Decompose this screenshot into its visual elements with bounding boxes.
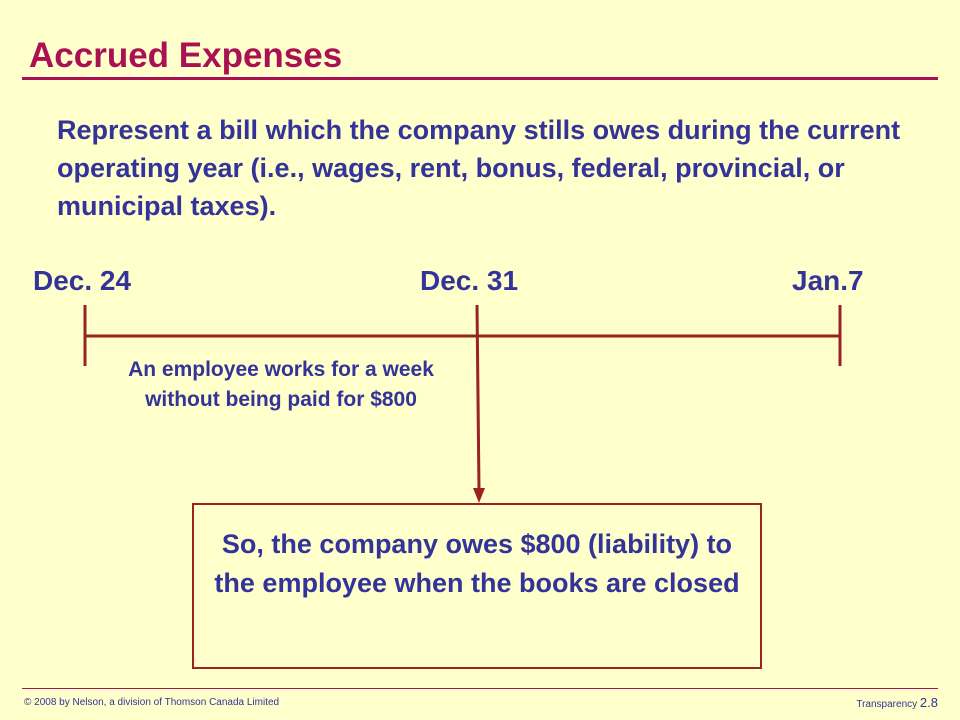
timeline-arrow-shaft [477,305,479,490]
date-label-end: Jan.7 [792,265,864,296]
intro-text: Represent a bill which the company stills owes during the current operating year (i.e., wages, rent, bonus, federal, provincial, or municipal taxes). [57,115,901,221]
transparency-text: Transparency [856,699,918,710]
result-text: So, the company owes $800 (liability) to the employee when the books are closed [214,529,740,598]
transparency-label [856,695,938,710]
date-label-middle: Dec. 31 [420,265,519,296]
timeline-note: An employee works for a week without being paid for $800 [128,358,434,411]
copyright-notice: © 2008 by Nelson, a division of Thomson Canada Limited [24,697,280,708]
result-box [192,503,762,669]
footer-divider [22,688,938,689]
date-label-start: Dec. 24 [33,265,132,296]
slide-title: Accrued Expenses [29,36,343,75]
page-number: 2.8 [919,695,938,710]
timeline-arrow-head [473,488,485,503]
